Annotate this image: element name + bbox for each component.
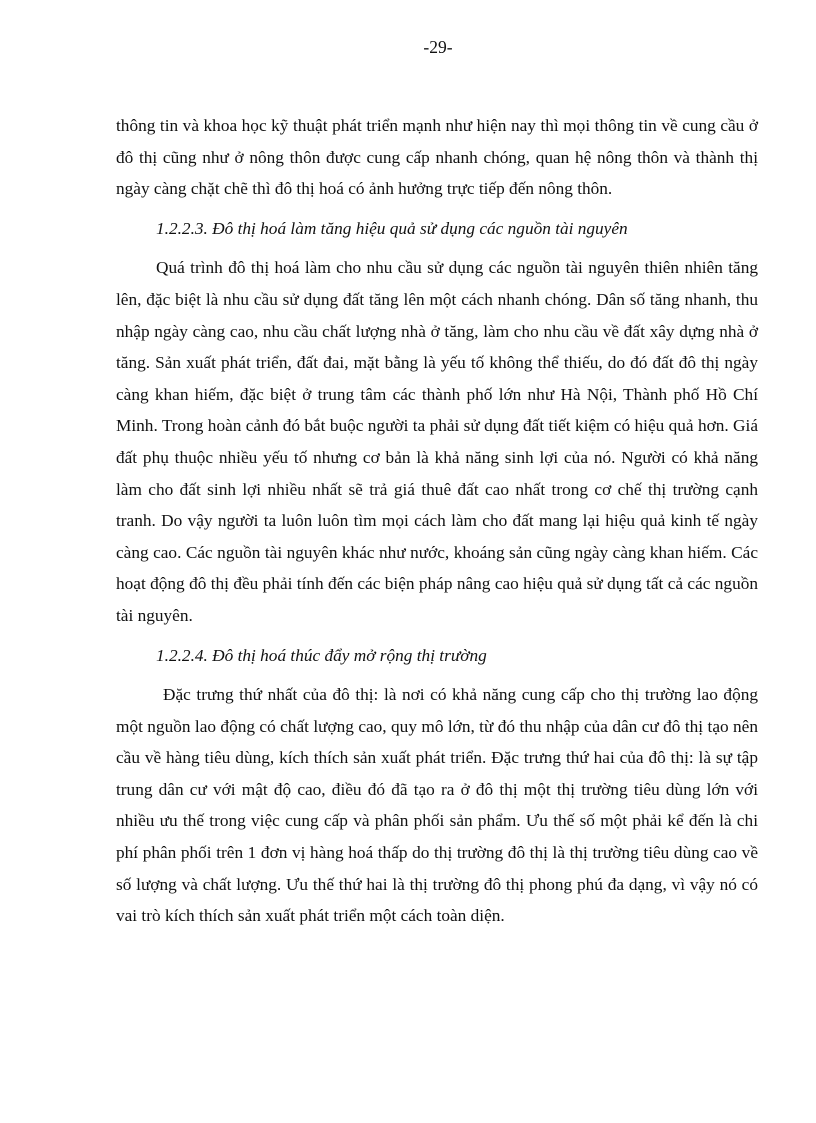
page-number: -29- [423,37,453,57]
section-heading-1-2-2-3: 1.2.2.3. Đô thị hoá làm tăng hiệu quả sử dụng các nguồn tài nguyên [156,218,628,238]
paragraph-resource-efficiency: Quá trình đô thị hoá làm cho nhu cầu sử dụng các nguồn tài nguyên thiên nhiên tăng lên, đặc biệt là nhu cầu sử dụng đất tăng lên một cách nhanh chóng. Dân số tăng nhanh, thu nhập ngày càng cao, nhu cầu chất lượng nhà ở tăng, làm cho nhu cầu về đất xây dựng nhà ở tăng. Sản xuất phát triển, đất đai, mặt bằng là yếu tố không thể thiếu, do đó đất đô thị ngày càng khan hiếm, đặc biệt ở trung tâm các thành phố lớn như Hà Nội, Thành phố Hồ Chí Minh. Trong hoàn cảnh đó bắt buộc người ta phải sử dụng đất tiết kiệm có hiệu quả hơn. Giá đất phụ thuộc nhiều yếu tố nhưng cơ bản là khả năng sinh lợi của nó. Người có khả năng làm cho đất sinh lợi nhiều nhất sẽ trả giá thuê đất cao nhất trong cơ chế thị trường cạnh tranh. Do vậy người ta luôn luôn tìm mọi cách làm cho đất mang lại hiệu quả kinh tế ngày càng cao. Các nguồn tài nguyên khác như nước, khoáng sản cũng ngày càng khan hiếm. Các hoạt động đô thị đều phải tính đến các biện pháp nâng cao hiệu quả sử dụng tất cả các nguồn tài nguyên. [116,258,758,625]
document-body [116,110,758,932]
paragraph-continuation: thông tin và khoa học kỹ thuật phát triển mạnh như hiện nay thì mọi thông tin về cung cầu ở đô thị cũng như ở nông thôn được cung cấp nhanh chóng, quan hệ nông thôn và thành thị ngày càng chặt chẽ thì đô thị hoá có ảnh hưởng trực tiếp đến nông thôn. [116,116,758,199]
paragraph-market-expansion: Đặc trưng thứ nhất của đô thị: là nơi có khả năng cung cấp cho thị trường lao động một nguồn lao động có chất lượng cao, quy mô lớn, từ đó thu nhập của dân cư đô thị tạo nên cầu về hàng tiêu dùng, kích thích sản xuất phát triển. Đặc trưng thứ hai của đô thị: là sự tập trung dân cư với mật độ cao, điều đó đã tạo ra ở đô thị một thị trường tiêu dùng lớn với nhiều ưu thế trong việc cung cấp và phân phối sản phẩm. Ưu thế số một phải kể đến là chi phí phân phối trên 1 đơn vị hàng hoá thấp do thị trường đô thị là thị trường tiêu dùng cao về số lượng và chất lượng. Ưu thế thứ hai là thị trường đô thị phong phú đa dạng, vì vậy nó có vai trò kích thích sản xuất phát triển một cách toàn diện. [116,685,758,926]
section-heading-1-2-2-4: 1.2.2.4. Đô thị hoá thúc đẩy mở rộng thị trường [156,645,487,665]
